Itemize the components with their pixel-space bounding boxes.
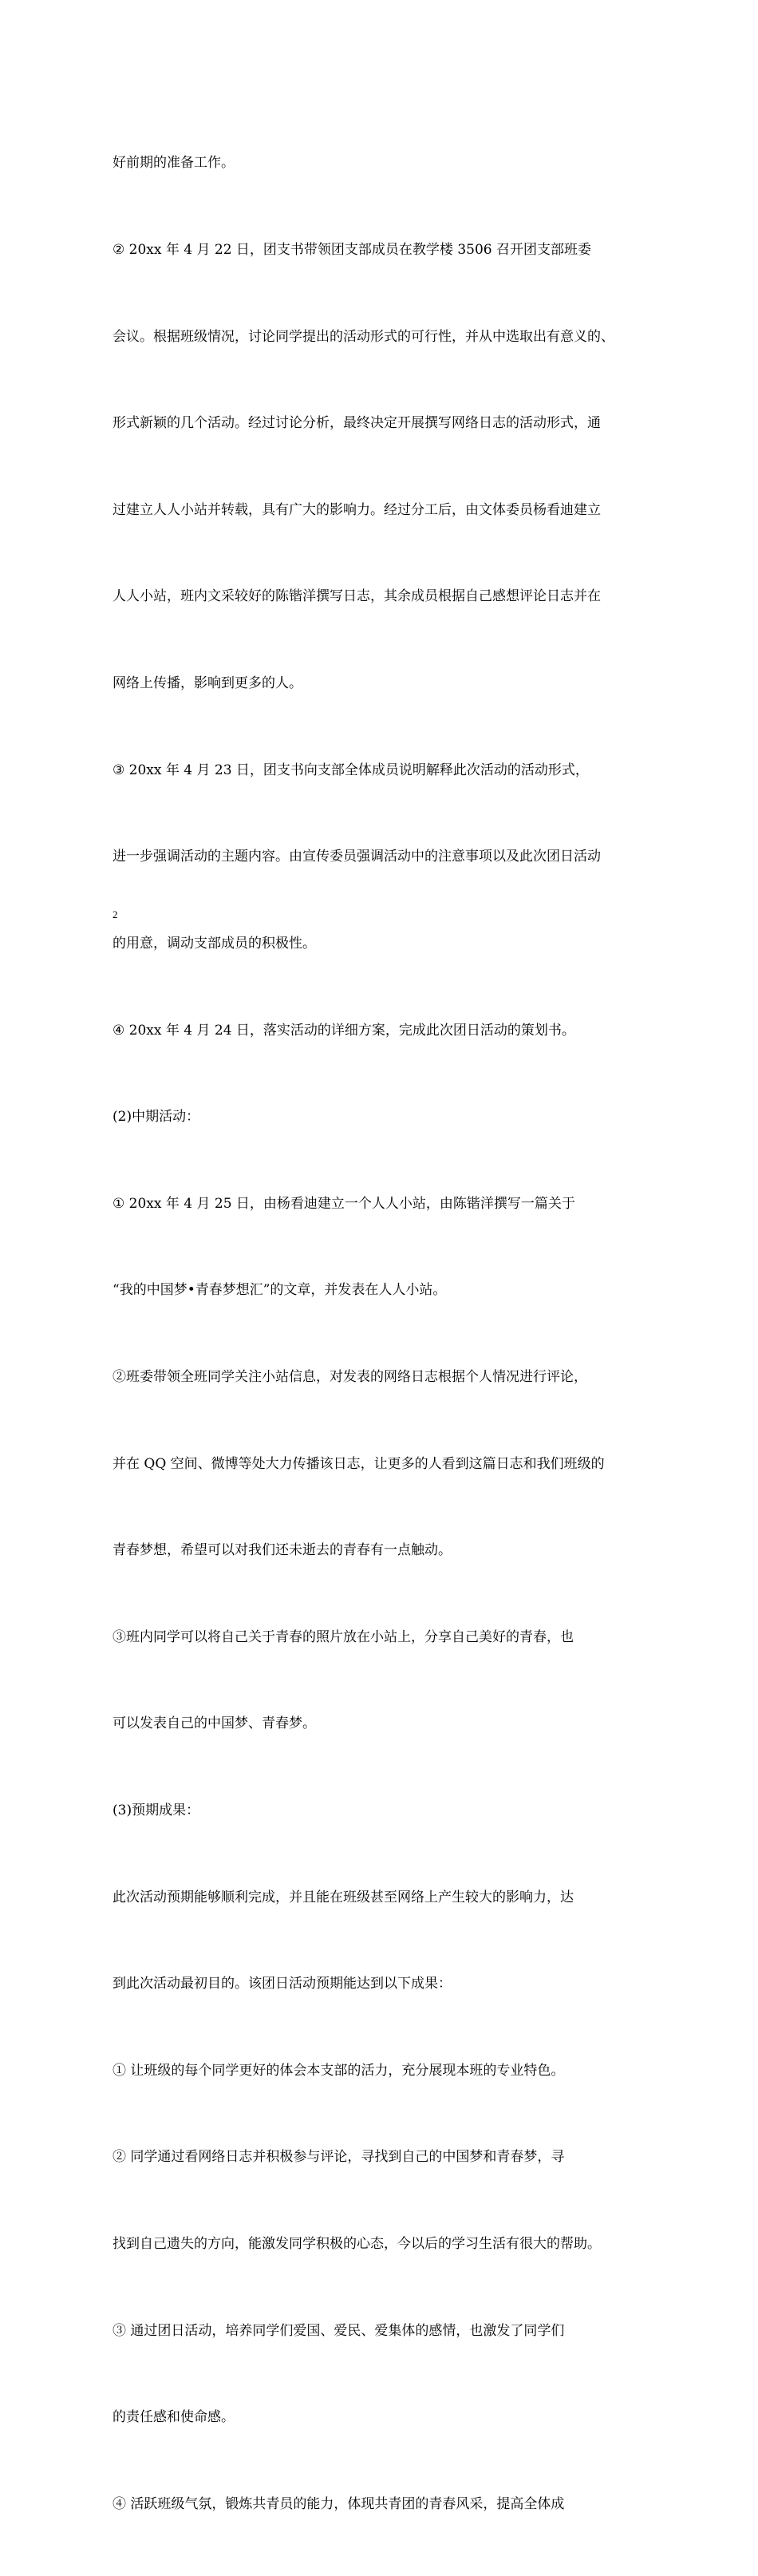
text-line: 青春梦想，希望可以对我们还未逝去的青春有一点触动。 (113, 1542, 452, 1559)
text-line: ① 20xx 年 4 月 25 日，由杨看迪建立一个人人小站，由陈锴洋撰写一篇关于 (113, 1195, 575, 1212)
text-line: ④ 20xx 年 4 月 24 日，落实活动的详细方案，完成此次团日活动的策划书。 (113, 1022, 575, 1039)
text-line: “我的中国梦•青春梦想汇”的文章，并发表在人人小站。 (113, 1282, 447, 1299)
text-line: 的用意，调动支部成员的积极性。 (113, 935, 316, 952)
text-line: 可以发表自己的中国梦、青春梦。 (113, 1715, 316, 1732)
text-line: ③班内同学可以将自己关于青春的照片放在小站上，分享自己美好的青春，也 (113, 1628, 574, 1645)
text-line: ③ 通过团日活动，培养同学们爱国、爱民、爱集体的感情，也激发了同学们 (113, 2322, 565, 2339)
text-line: 好前期的准备工作。 (113, 155, 235, 172)
section-heading: (2)中期活动： (113, 1109, 200, 1126)
text-line: 会议。根据班级情况，讨论同学提出的活动形式的可行性，并从中选取出有意义的、 (113, 328, 614, 345)
page-number: 2 (113, 908, 118, 920)
text-line: 过建立人人小站并转载，具有广大的影响力。经过分工后，由文体委员杨看迪建立 (113, 501, 601, 518)
text-line: 找到自己遗失的方向，能激发同学积极的心态，今以后的学习生活有很大的帮助。 (113, 2236, 601, 2253)
text-line: 到此次活动最初目的。该团日活动预期能达到以下成果： (113, 1976, 452, 1992)
text-line: ② 20xx 年 4 月 22 日，团支书带领团支部成员在教学楼 3506 召开团支部班委 (113, 242, 591, 259)
text-line: ③ 20xx 年 4 月 23 日，团支书向支部全体成员说明解释此次活动的活动形式， (113, 762, 589, 778)
text-line: 此次活动预期能够顺利完成，并且能在班级甚至网络上产生较大的影响力，达 (113, 1889, 574, 1905)
text-line: 形式新颖的几个活动。经过讨论分析，最终决定开展撰写网络日志的活动形式，通 (113, 415, 601, 432)
text-line: 并在 QQ 空间、微博等处大力传播该日志，让更多的人看到这篇日志和我们班级的 (113, 1455, 605, 1472)
text-line: ② 同学通过看网络日志并积极参与评论，寻找到自己的中国梦和青春梦，寻 (113, 2149, 565, 2166)
text-line: ④ 活跃班级气氛，锻炼共青员的能力，体现共青团的青春风采，提高全体成 (113, 2495, 565, 2512)
text-line: 人人小站，班内文采较好的陈锴洋撰写日志，其余成员根据自己感想评论日志并在 (113, 588, 601, 605)
text-line: 进一步强调活动的主题内容。由宣传委员强调活动中的注意事项以及此次团日活动 (113, 849, 601, 865)
text-line: ① 让班级的每个同学更好的体会本支部的活力，充分展现本班的专业特色。 (113, 2062, 565, 2079)
text-line: 网络上传播，影响到更多的人。 (113, 675, 302, 692)
text-line: 的责任感和使命感。 (113, 2409, 235, 2426)
body-text (113, 91, 663, 2576)
text-line: ②班委带领全班同学关注小站信息，对发表的网络日志根据个人情况进行评论， (113, 1368, 587, 1385)
section-heading: (3)预期成果： (113, 1802, 200, 1818)
paragraph-block (113, 91, 663, 2576)
